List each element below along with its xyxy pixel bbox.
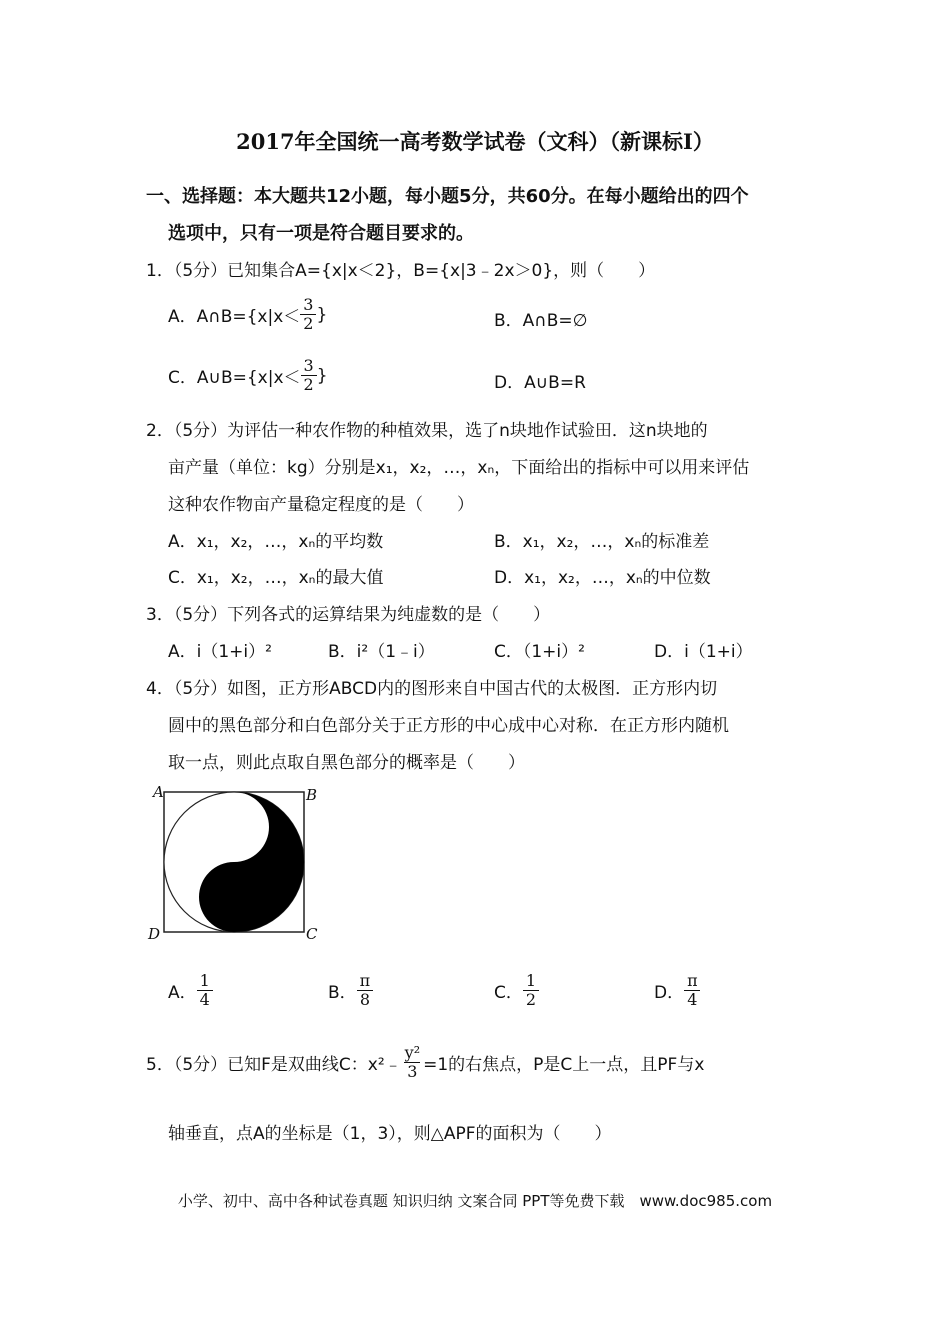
question-2-option-b: B．x₁，x₂，…，xₙ的标准差 [494, 532, 710, 552]
question-4-option-c [494, 972, 539, 1009]
fraction-numerator: 1 [199, 971, 210, 990]
question-4-line3: 取一点，则此点取自黑色部分的概率是（ ） [168, 753, 525, 773]
question-2-option-c: C．x₁，x₂，…，xₙ的最大值 [168, 568, 384, 588]
question-2-option-a: A．x₁，x₂，…，xₙ的平均数 [168, 532, 384, 552]
vertex-label-d: D [148, 925, 161, 943]
fraction [301, 357, 317, 394]
option-a-text: A．A∩B={x|x＜ [168, 307, 301, 327]
fraction-numerator: 1 [525, 971, 537, 990]
question-5-line2: 轴垂直，点A的坐标是（1，3），则△APF的面积为（ ） [168, 1124, 612, 1144]
black-dot [227, 890, 241, 904]
fraction-denominator: 8 [357, 990, 373, 1009]
question-2-line3: 这种农作物亩产量稳定程度的是（ ） [168, 495, 474, 515]
question-5-suffix: =1的右焦点，P是C上一点，且PF与x [423, 1055, 705, 1075]
question-2-line2: 亩产量（单位：kg）分别是x₁，x₂，…，xₙ，下面给出的指标中可以用来评估 [168, 458, 750, 478]
question-1-option-b: B．A∩B=∅ [494, 311, 588, 331]
option-label: A． [168, 983, 197, 1003]
question-2-line1: 2．（5分）为评估一种农作物的种植效果，选了n块地作试验田．这n块地的 [146, 421, 708, 441]
question-3-option-a: A．i（1+i）² [168, 642, 272, 662]
option-label: C． [494, 983, 523, 1003]
fraction-numerator: π [687, 971, 698, 990]
question-2-option-d: D．x₁，x₂，…，xₙ的中位数 [494, 568, 711, 588]
question-4-option-d [654, 972, 701, 1009]
fraction [523, 972, 539, 1009]
question-1-option-a [168, 296, 327, 333]
fraction-numerator: 3 [303, 295, 314, 314]
question-3-option-b: B．i²（1﹣i） [328, 642, 435, 662]
question-1-option-d: D．A∪B=R [494, 373, 586, 393]
fraction [684, 972, 701, 1009]
question-3-option-c: C．（1+i）² [494, 642, 585, 662]
vertex-label-b: B [306, 786, 318, 804]
vertex-label-a: A [153, 783, 164, 801]
question-3-option-d: D．i（1+i） [654, 642, 753, 662]
fraction [300, 296, 316, 333]
fraction [197, 972, 213, 1009]
vertex-label-c: C [306, 925, 318, 943]
white-dot [227, 820, 241, 834]
taiji-figure [140, 780, 330, 950]
question-4-line2: 圆中的黑色部分和白色部分关于正方形的中心成中心对称．在正方形内随机 [168, 716, 729, 736]
fraction-denominator: 2 [301, 375, 317, 394]
question-5-line1 [146, 1044, 704, 1081]
option-c-text: C．A∪B={x|x＜ [168, 368, 301, 388]
page-title: 2017年全国统一高考数学试卷（文科）（新课标I） [236, 129, 714, 154]
fraction-numerator: y² [404, 1043, 421, 1062]
option-c-close: } [316, 365, 328, 386]
option-a-close: } [316, 304, 328, 325]
option-label: B． [328, 983, 357, 1003]
fraction-denominator: 2 [300, 314, 316, 333]
question-5-prefix: 5．（5分）已知F是双曲线C：x²﹣ [146, 1055, 402, 1075]
section-heading-line1: 一、选择题：本大题共12小题，每小题5分，共60分。在每小题给出的四个 [146, 186, 749, 207]
fraction-denominator: 4 [684, 990, 700, 1009]
question-3-stem: 3．（5分）下列各式的运算结果为纯虚数的是（ ） [146, 605, 551, 625]
fraction [357, 972, 374, 1009]
fraction-numerator: π [359, 971, 371, 990]
option-label: D． [654, 983, 685, 1003]
question-4-line1: 4．（5分）如图，正方形ABCD内的图形来自中国古代的太极图．正方形内切 [146, 679, 718, 699]
fraction-denominator: 4 [197, 990, 213, 1009]
question-1-option-c [168, 357, 328, 394]
question-1-stem: 1．（5分）已知集合A={x|x＜2}，B={x|3﹣2x＞0}，则（ ） [146, 261, 656, 281]
fraction-numerator: 3 [303, 356, 314, 375]
fraction-denominator: 3 [404, 1062, 420, 1081]
question-4-option-a [168, 972, 213, 1009]
section-heading-line2: 选项中，只有一项是符合题目要求的。 [168, 223, 474, 244]
question-4-option-b [328, 972, 373, 1009]
fraction [402, 1044, 423, 1081]
fraction-denominator: 2 [523, 990, 539, 1009]
footer-text: 小学、初中、高中各种试卷真题 知识归纳 文案合同 PPT等免费下载 www.doc985.com [177, 1192, 773, 1210]
taiji-symbol [164, 792, 304, 932]
